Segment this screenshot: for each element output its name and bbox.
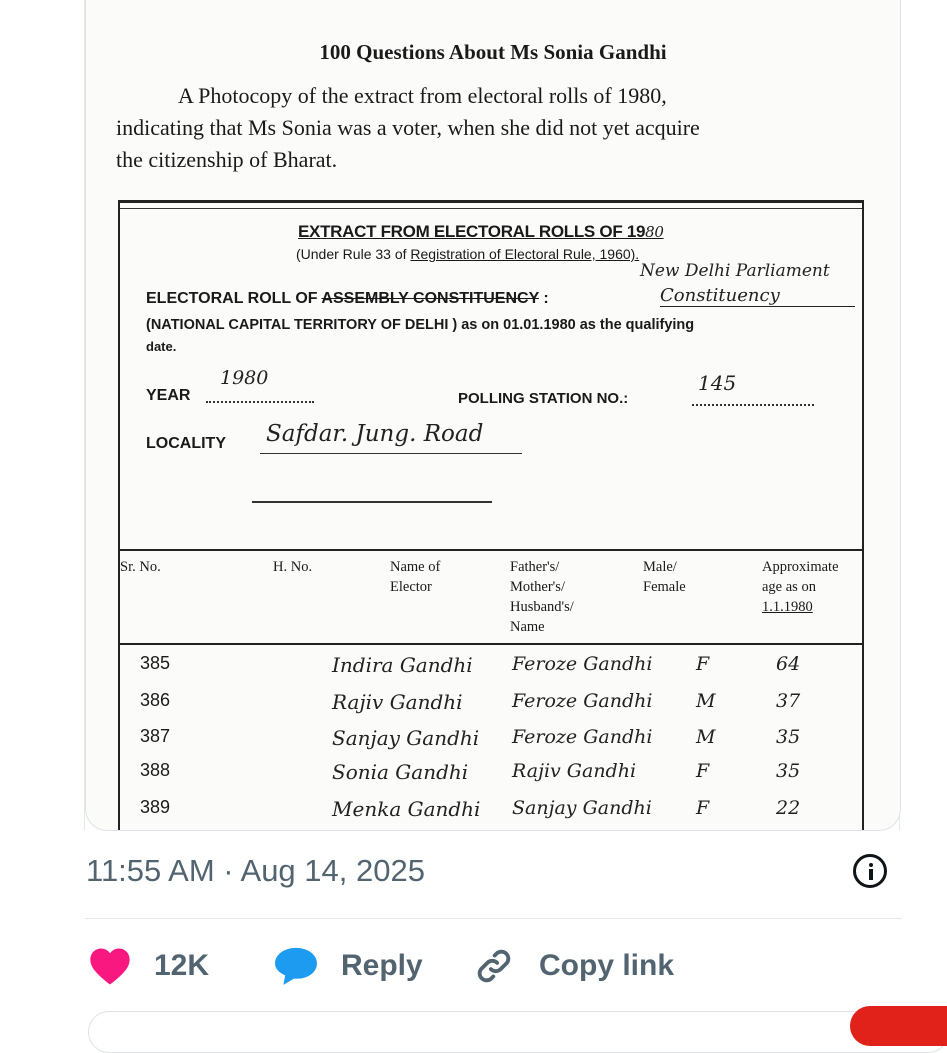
intro-line: indicating that Ms Sonia was a voter, when she did not yet acquire	[116, 115, 700, 140]
table-header-rule	[120, 549, 862, 551]
form-top-rule	[120, 208, 862, 209]
heart-icon	[88, 946, 132, 986]
handwritten-new-delhi: New Delhi Parliament	[640, 261, 830, 281]
date-word: date.	[146, 339, 177, 354]
table-row: 389 Menka Gandhi Sanjay Gandhi F 22	[140, 797, 801, 821]
column-header-age: Approximate age as on 1.1.1980	[762, 559, 839, 615]
electoral-roll-line: ELECTORAL ROLL OF ASSEMBLY CONSTITUENCY :	[146, 290, 549, 307]
polling-station-label: POLLING STATION NO.:	[458, 390, 629, 407]
table-row: 388 Sonia Gandhi Rajiv Gandhi F 35	[140, 760, 801, 784]
form-subtitle: (Under Rule 33 of Registration of Electoral Rule, 1960).	[296, 246, 640, 262]
speech-bubble-icon	[273, 946, 319, 986]
column-header-sex: Male/ Female	[643, 559, 686, 595]
reply-label: Reply	[341, 949, 423, 982]
locality-underline	[260, 453, 522, 454]
reply-button[interactable]	[273, 944, 423, 988]
form-title: EXTRACT FROM ELECTORAL ROLLS OF 1980	[298, 222, 664, 241]
handwritten-locality: Safdar. Jung. Road	[266, 421, 484, 447]
divider	[85, 918, 902, 919]
table-row: 385 Indira Gandhi Feroze Gandhi F 64	[140, 653, 801, 677]
handwritten-year: 1980	[220, 367, 269, 389]
copy-link-label: Copy link	[539, 949, 675, 982]
tweet-timestamp[interactable]: 11:55 AM · Aug 14, 2025	[86, 853, 425, 888]
electoral-roll-form	[118, 200, 864, 831]
year-label: YEAR	[146, 387, 191, 404]
link-icon	[473, 945, 515, 987]
table-row-rule	[120, 643, 862, 645]
locality-second-line	[252, 501, 492, 503]
table-row: 387 Sanjay Gandhi Feroze Gandhi M 35	[140, 726, 801, 750]
document-scan	[86, 0, 900, 830]
column-header-name: Name of Elector	[390, 559, 441, 595]
tweet-media-image[interactable]	[85, 0, 901, 831]
copy-link-button[interactable]	[473, 944, 674, 988]
column-header-sr: Sr. No.	[120, 559, 161, 575]
like-count: 12K	[154, 949, 210, 982]
like-button[interactable]	[88, 944, 209, 988]
intro-paragraph	[116, 80, 866, 176]
intro-line: A Photocopy of the extract from electoral rolls of 1980,	[178, 83, 667, 108]
table-row: 386 Rajiv Gandhi Feroze Gandhi M 37	[140, 690, 801, 714]
next-post-card[interactable]	[88, 1011, 947, 1053]
handwritten-polling-station: 145	[698, 371, 737, 395]
handwritten-constituency: Constituency	[660, 285, 855, 307]
info-icon[interactable]	[853, 854, 887, 888]
column-header-hno: H. No.	[273, 559, 313, 575]
polling-dotted-line	[692, 404, 814, 406]
book-title: 100 Questions About Ms Sonia Gandhi	[319, 40, 667, 64]
intro-line: the citizenship of Bharat.	[116, 147, 338, 172]
column-header-relative: Father's/ Mother's/ Husband's/ Name	[510, 559, 574, 635]
year-dotted-line	[206, 401, 314, 403]
floating-action-button[interactable]	[850, 1006, 947, 1046]
locality-label: LOCALITY	[146, 435, 226, 452]
ncr-line: (NATIONAL CAPITAL TERRITORY OF DELHI ) as on 01.01.1980 as the qualifying	[146, 317, 695, 333]
